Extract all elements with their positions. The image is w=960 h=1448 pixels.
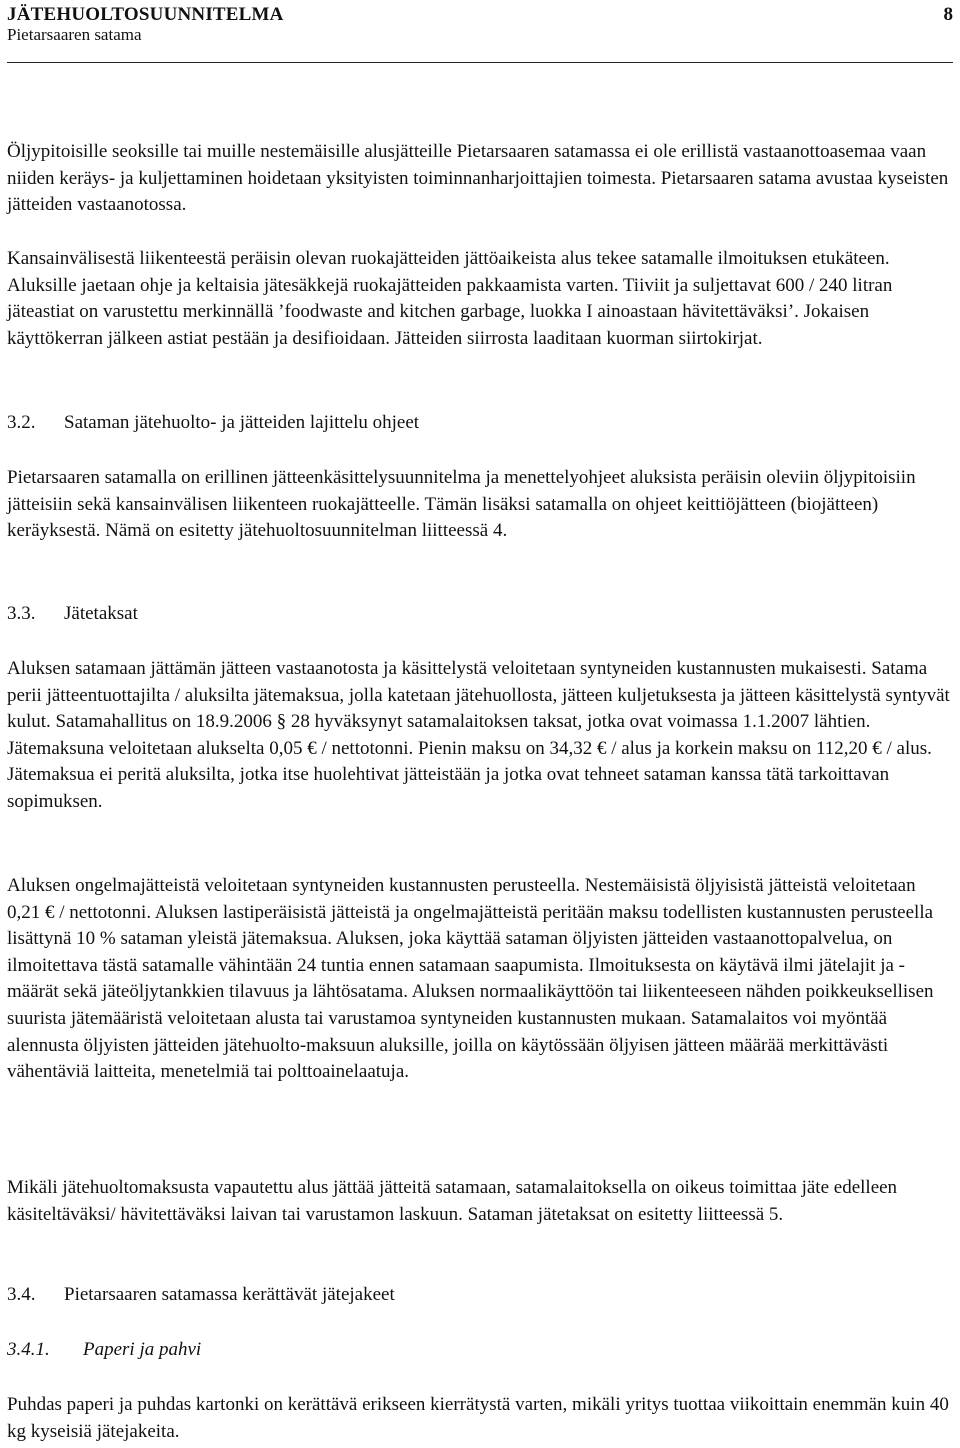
section-heading-3-4 — [7, 1282, 395, 1309]
paragraph-exempt-ships: Mikäli jätehuoltomaksusta vapautettu alus jättää jätteitä satamaan, satamalaitoksella on oikeus toimittaa jäte edelleen käsiteltäväksi/ hävitettäväksi laivan tai varustamon laskuun. Sataman jätetaksat on esitetty liitteessä 5. — [7, 1177, 898, 1225]
section-heading-3-4-1 — [7, 1337, 201, 1364]
section-number: 3.2. — [7, 412, 36, 433]
section-title: Pietarsaaren satamassa kerättävät jätejakeet — [64, 1284, 395, 1305]
paragraph-paper-cardboard: Puhdas paperi ja puhdas kartonki on kerättävä erikseen kierrätystä varten, mikäli yritys tuottaa viikoittain enemmän kuin 40 kg kyseisiä jätejakeita. — [7, 1394, 949, 1442]
paragraph-food-waste: Kansainvälisestä liikenteestä peräisin olevan ruokajätteiden jättöaikeista alus tekee satamalle ilmoituksen etukäteen. Aluksille jaetaan ohje ja keltaisia jätesäkkejä ruokajätteiden pakkaamista varten. Tiiviit ja suljettavat 600 / 240 litran jäteastiat on varustettu merkinnällä ’foodwaste and kitchen garbage, luokka I ainoastaan hävitettäväksi’. Jokaisen käyttökerran jälkeen astiat pestään ja desifioidaan. Jätteiden siirrosta laaditaan kuorman siirtokirjat. — [7, 248, 893, 349]
paragraph-waste-fees: Aluksen satamaan jättämän jätteen vastaanotosta ja käsittelystä veloitetaan syntyneiden kustannusten mukaisesti. Satama perii jätteentuottajilta / aluksilta jätemaksua, jolla katetaan jätehuollosta, jätteen kuljetuksesta ja jätteen käsittelystä syntyvät kulut. Satamahallitus on 18.9.2006 § 28 hyväksynyt satamalaitoksen taksat, jotka ovat voimassa 1.1.2007 lähtien. Jätemaksuna veloitetaan alukselta 0,05 € / nettotonni. Pienin maksu on 34,32 € / alus ja korkein maksu on 112,20 € / alus. Jätemaksua ei peritä aluksilta, jotka itse huolehtivat jätteistään ja jotka ovat tehneet sataman kanssa tätä tarkoittavan sopimuksen. — [7, 658, 950, 812]
page-header — [7, 0, 953, 60]
page-number: 8 — [943, 4, 953, 25]
section-heading-3-3 — [7, 601, 138, 628]
paragraph-waste-plan: Pietarsaaren satamalla on erillinen jätteenkäsittelysuunnitelma ja menettelyohjeet aluksista peräisin oleviin öljypitoisiin jätteisiin sekä kansainvälisen liikenteen ruokajätteelle. Tämän lisäksi satamalla on ohjeet keittiöjätteen (biojätteen) keräyksestä. Nämä on esitetty jätehuoltosuunnitelman liitteessä 4. — [7, 467, 916, 542]
document-page — [7, 0, 953, 1442]
paragraph-hazardous-fees: Aluksen ongelmajätteistä veloitetaan syntyneiden kustannusten perusteella. Nestemäisistä öljyisistä jätteistä veloitetaan 0,21 € / nettotonni. Aluksen lastiperäisistä jätteistä ja ongelmajätteistä peritään maksu todellisten kustannusten perusteella lisättynä 10 % sataman yleistä jätemaksua. Aluksen, joka käyttää sataman öljyisten jätteiden vastaanottopalvelua, on ilmoitettava tästä satamalle vähintään 24 tuntia ennen satamaan saapumista. Ilmoituksesta on käytävä ilmi jätelajit ja -määrät sekä jäteöljytankkien tilavuus ja lähtösatama. Aluksen normaalikäyttöön tai liikenteeseen nähden poikkeuksellisen suurista jätemääristä veloitetaan alusta tai varustamoa syntyneiden kustannusten mukaan. Satamalaitos voi myöntää alennusta öljyisten jätteiden jätehuolto-maksuun aluksille, joilla on käytössään öljyisen jätteen määrää merkittävästi vähentäviä laitteita, menetelmiä tai polttoainelaatuja. — [7, 875, 934, 1083]
document-subtitle: Pietarsaaren satama — [7, 25, 142, 44]
header-divider — [7, 62, 953, 63]
section-number: 3.4. — [7, 1284, 36, 1305]
section-title: Jätetaksat — [64, 603, 138, 624]
section-title: Sataman jätehuolto- ja jätteiden lajittelu ohjeet — [64, 412, 420, 433]
section-heading-3-2 — [7, 410, 419, 437]
paragraph-oily-waste: Öljypitoisille seoksille tai muille nestemäisille alusjätteille Pietarsaaren satamassa ei ole erillistä vastaanottoasemaa vaan niiden keräys- ja kuljettaminen hoidetaan yksityisten toiminnanharjoittajien toimesta. Pietarsaaren satama avustaa kyseisten jätteiden vastaanotossa. — [7, 141, 949, 216]
section-number: 3.4.1. — [7, 1339, 50, 1360]
section-title: Paperi ja pahvi — [83, 1339, 202, 1360]
document-title: JÄTEHUOLTOSUUNNITELMA — [7, 4, 284, 25]
section-number: 3.3. — [7, 603, 36, 624]
